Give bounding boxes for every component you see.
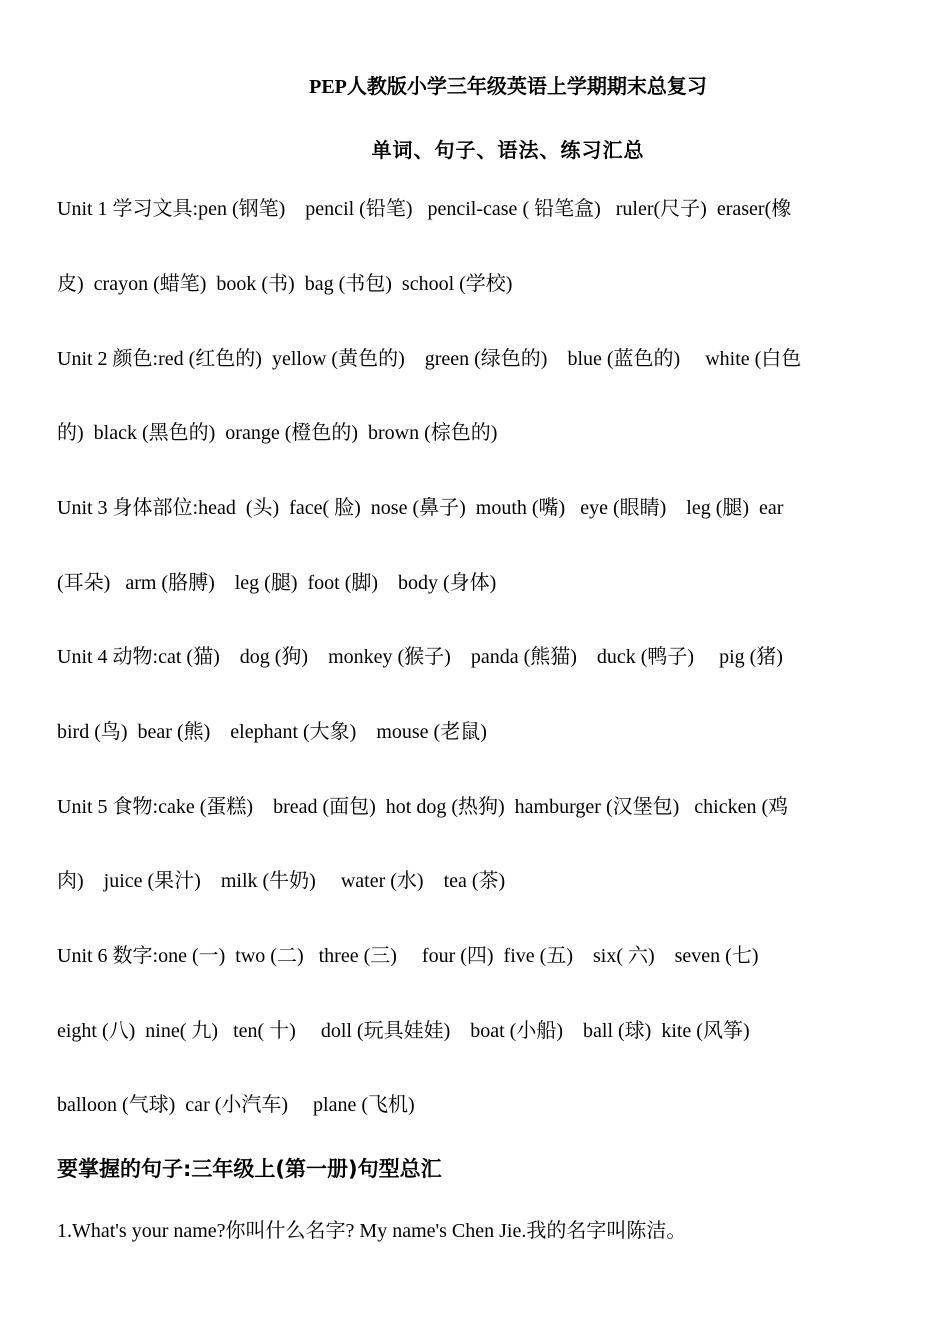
sentences-section-heading: 要掌握的句子:三年级上(第一册)句型总汇 xyxy=(57,1157,442,1181)
vocab-line-unit3-a: Unit 3 身体部位:head (头) face( 脸) nose (鼻子) mouth (嘴) eye (眼睛) leg (腿) ear xyxy=(57,497,784,519)
vocab-line-unit1-b: 皮) crayon (蜡笔) book (书) bag (书包) school (学校) xyxy=(57,273,513,295)
vocab-line-unit2-a: Unit 2 颜色:red (红色的) yellow (黄色的) green (绿色的) blue (蓝色的) white (白色 xyxy=(57,348,802,370)
vocab-line-unit4-b: bird (鸟) bear (熊) elephant (大象) mouse (老鼠) xyxy=(57,721,487,743)
vocab-line-unit6-a: Unit 6 数字:one (一) two (二) three (三) four (四) five (五) six( 六) seven (七) xyxy=(57,945,759,967)
vocab-line-unit5-b: 肉) juice (果汁) milk (牛奶) water (水) tea (茶) xyxy=(57,870,506,892)
vocab-line-unit5-a: Unit 5 食物:cake (蛋糕) bread (面包) hot dog (热狗) hamburger (汉堡包) chicken (鸡 xyxy=(57,796,789,818)
document-title: PEP人教版小学三年级英语上学期期末总复习 xyxy=(309,76,707,98)
sentence-item: 1.What's your name?你叫什么名字? My name's Chen Jie.我的名字叫陈洁。 xyxy=(57,1220,687,1242)
vocab-line-unit1-a: Unit 1 学习文具:pen (钢笔) pencil (铅笔) pencil-case ( 铅笔盒) ruler(尺子) eraser(橡 xyxy=(57,198,792,220)
vocab-line-unit6-c: balloon (气球) car (小汽车) plane (飞机) xyxy=(57,1094,415,1116)
vocab-line-unit4-a: Unit 4 动物:cat (猫) dog (狗) monkey (猴子) panda (熊猫) duck (鸭子) pig (猪) xyxy=(57,646,783,668)
vocab-line-unit2-b: 的) black (黑色的) orange (橙色的) brown (棕色的) xyxy=(57,422,498,444)
document-subtitle: 单词、句子、语法、练习汇总 xyxy=(371,140,645,162)
vocab-line-unit3-b: (耳朵) arm (胳膊) leg (腿) foot (脚) body (身体) xyxy=(57,572,497,594)
vocab-line-unit6-b: eight (八) nine( 九) ten( 十) doll (玩具娃娃) boat (小船) ball (球) kite (风筝) xyxy=(57,1020,750,1042)
